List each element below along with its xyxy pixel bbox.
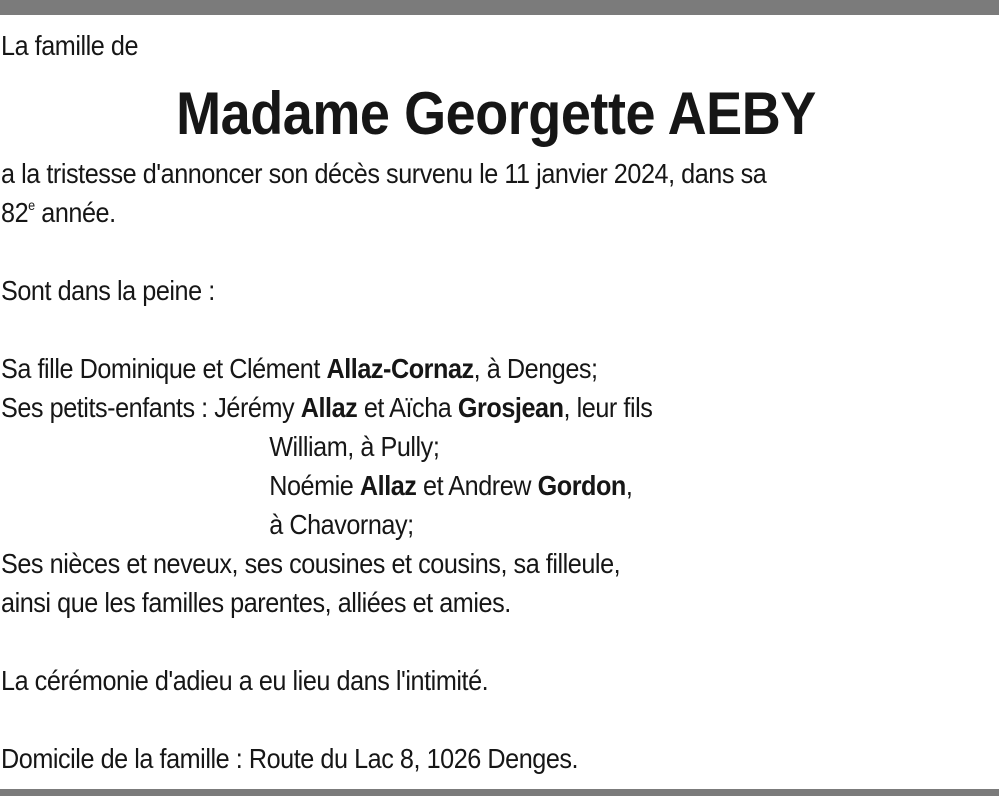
grandchild-2-prefix: Noémie [269, 470, 360, 501]
grandchildren-line-4: à Chavornay; [269, 509, 414, 540]
grandchildren-line-1 [1, 388, 991, 427]
grandchildren-prefix: Ses petits-enfants : Jérémy [1, 392, 301, 423]
intro-text: La famille de [1, 30, 139, 61]
obituary-notice [1, 26, 991, 778]
family-address: Domicile de la famille : Route du Lac 8, 1026 Denges. [1, 743, 579, 774]
mourners-heading: Sont dans la peine : [1, 275, 215, 306]
grandchild-2-conjunction: et Andrew [416, 470, 538, 501]
grandchild-suffix: , leur fils [563, 392, 653, 423]
daughter-suffix: , à Denges; [473, 353, 598, 384]
grandchildren-line-3 [1, 466, 991, 505]
daughter-surname: Allaz-Cornaz [326, 353, 474, 384]
age-number: 82 [1, 197, 29, 228]
announcement-line-1: a la tristesse d'annoncer son décès survenu le 11 janvier 2024, dans sa [1, 158, 767, 189]
bottom-border-rule [0, 789, 999, 796]
grandchild-2-surname: Allaz [359, 470, 417, 501]
grandchildren-line-2: William, à Pully; [269, 431, 440, 462]
top-border-rule [0, 0, 999, 15]
grandchild-2-partner-surname: Gordon [537, 470, 626, 501]
deceased-name: Madame Georgette AEBY [176, 80, 816, 147]
relatives-line-2: ainsi que les familles parentes, alliées et amies. [1, 587, 511, 618]
ceremony-text: La cérémonie d'adieu a eu lieu dans l'intimité. [1, 665, 489, 696]
grandchild-surname: Allaz [300, 392, 358, 423]
announcement-line-2 [1, 193, 991, 232]
grandchild-partner-surname: Grosjean [457, 392, 564, 423]
grandchild-conjunction: et Aïcha [357, 392, 458, 423]
family-daughter-line [1, 349, 991, 388]
relatives-line-1: Ses nièces et neveux, ses cousines et cousins, sa filleule, [1, 548, 621, 579]
announcement-rest: année. [34, 197, 116, 228]
age-suffix: e [28, 196, 35, 213]
daughter-prefix: Sa fille Dominique et Clément [1, 353, 327, 384]
grandchild-2-suffix: , [625, 470, 633, 501]
